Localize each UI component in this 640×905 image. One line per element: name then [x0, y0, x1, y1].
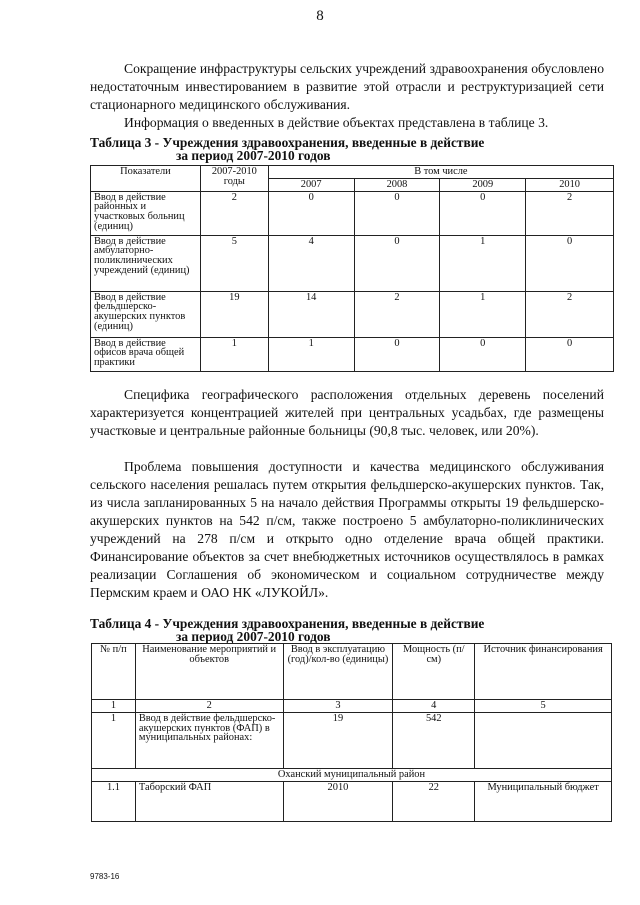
paragraph-accessibility: Проблема повышения доступности и качества медицинского обслуживания сельского населения решалась путем открытия фельдшерско-акушерских пунктов. Так, из числа запланированных 5 на начало действия Программы открыты 19 фельдшерско-акушерских пунктов на 542 п/см, также построено 5 амбулаторно-поликлинических учреждений на 278 п/см и открыто одно отделение врача общей практики. Финансирование объектов за счет внебюджетных источников осуществлялось в рамках реализации Соглашения об экономическом и социальном сотрудничестве между Пермским краем и ОАО НК «ЛУКОЙЛ».	[90, 459, 604, 600]
table3-row-label: Ввод в действие офисов врача общей практики	[91, 337, 201, 371]
table4-cell	[475, 712, 612, 768]
table3-cell: 2	[526, 291, 614, 337]
table3	[90, 165, 614, 372]
table3-cell: 5	[200, 235, 268, 291]
table3-cell: 2	[526, 191, 614, 235]
table3-row-label: Ввод в действие фельдшерско-акушерских пунктов (единиц)	[91, 291, 201, 337]
table3-cell: 0	[526, 235, 614, 291]
table3-title-line2: за период 2007-2010 годов	[176, 148, 331, 163]
table3-header-indicators: Показатели	[91, 166, 201, 192]
paragraph-infrastructure: Сокращение инфраструктуры сельских учреждений здравоохранения обусловлено недостаточным инвестированием в развитие этой отрасли и реструктуризацией сети стационарного медицинского обслуживания.	[90, 61, 604, 112]
table4-cell: 2010	[283, 781, 393, 821]
table3-cell: 1	[440, 291, 526, 337]
table3-cell: 14	[268, 291, 354, 337]
page-number: 8	[316, 8, 324, 24]
table3-year: 2007	[268, 178, 354, 191]
table4-cell: Ввод в действие фельдшерско-акушерских пунктов (ФАП) в муниципальных районах:	[135, 712, 283, 768]
table3-year: 2009	[440, 178, 526, 191]
table3-cell: 4	[268, 235, 354, 291]
paragraph-geography: Специфика географического расположения отдельных деревень поселений характеризуется концентрацией жителей при центральных усадьбах, где размещены участковые и центральные районные больницы (90,8 тыс. человек, или 20%).	[90, 387, 604, 438]
table4-cell: 19	[283, 712, 393, 768]
table4-cell: Муниципальный бюджет	[475, 781, 612, 821]
table4-header-number: № п/п	[92, 644, 136, 700]
table4-cell: 1.1	[92, 781, 136, 821]
table-row	[91, 291, 614, 337]
table3-cell: 2	[354, 291, 440, 337]
table-row	[91, 235, 614, 291]
table3-header-including: В том числе	[268, 166, 613, 179]
table-row	[92, 712, 612, 768]
paragraph-table3-ref: Информация о введенных в действие объектах представлена в таблице 3.	[124, 115, 549, 130]
table4	[91, 643, 612, 822]
table4-cell: Таборский ФАП	[135, 781, 283, 821]
footer-code: 9783-16	[90, 872, 120, 881]
table3-cell: 1	[440, 235, 526, 291]
table4-col-number: 2	[135, 700, 283, 713]
table4-header-capacity: Мощность (п/см)	[393, 644, 475, 700]
table3-row-label: Ввод в действие районных и участковых больниц (единиц)	[91, 191, 201, 235]
table3-cell: 0	[440, 191, 526, 235]
table4-cell: 22	[393, 781, 475, 821]
table3-title-line1: Таблица 3 - Учреждения здравоохранения, введенные в действие	[90, 135, 485, 150]
table4-district: Оханский муниципальный район	[92, 768, 612, 781]
table4-cell: 542	[393, 712, 475, 768]
table-row	[91, 191, 614, 235]
table3-row-label: Ввод в действие амбулаторно-поликлинических учреждений (единиц)	[91, 235, 201, 291]
table3-cell: 0	[354, 235, 440, 291]
table3-year: 2008	[354, 178, 440, 191]
table3-cell: 0	[268, 191, 354, 235]
table4-header-entry: Ввод в эксплуатацию (год)/кол-во (единицы)	[283, 644, 393, 700]
table4-header-name: Наименование мероприятий и объектов	[135, 644, 283, 700]
table4-title	[90, 617, 610, 643]
table4-header-source: Источник финансирования	[475, 644, 612, 700]
table3-cell: 0	[354, 337, 440, 371]
table3-title	[90, 136, 610, 162]
table4-col-number: 1	[92, 700, 136, 713]
table4-col-number: 5	[475, 700, 612, 713]
table-row	[92, 781, 612, 821]
table3-cell: 0	[440, 337, 526, 371]
table3-cell: 0	[354, 191, 440, 235]
table4-col-number: 3	[283, 700, 393, 713]
table3-cell: 2	[200, 191, 268, 235]
table3-cell: 1	[200, 337, 268, 371]
table3-cell: 0	[526, 337, 614, 371]
table4-col-number: 4	[393, 700, 475, 713]
table3-cell: 19	[200, 291, 268, 337]
table-row	[91, 337, 614, 371]
table4-title-line1: Таблица 4 - Учреждения здравоохранения, введенные в действие	[90, 616, 485, 631]
table4-cell: 1	[92, 712, 136, 768]
table4-title-line2: за период 2007-2010 годов	[176, 629, 331, 644]
table3-header-period: 2007-2010 годы	[200, 166, 268, 192]
table3-cell: 1	[268, 337, 354, 371]
table3-year: 2010	[526, 178, 614, 191]
